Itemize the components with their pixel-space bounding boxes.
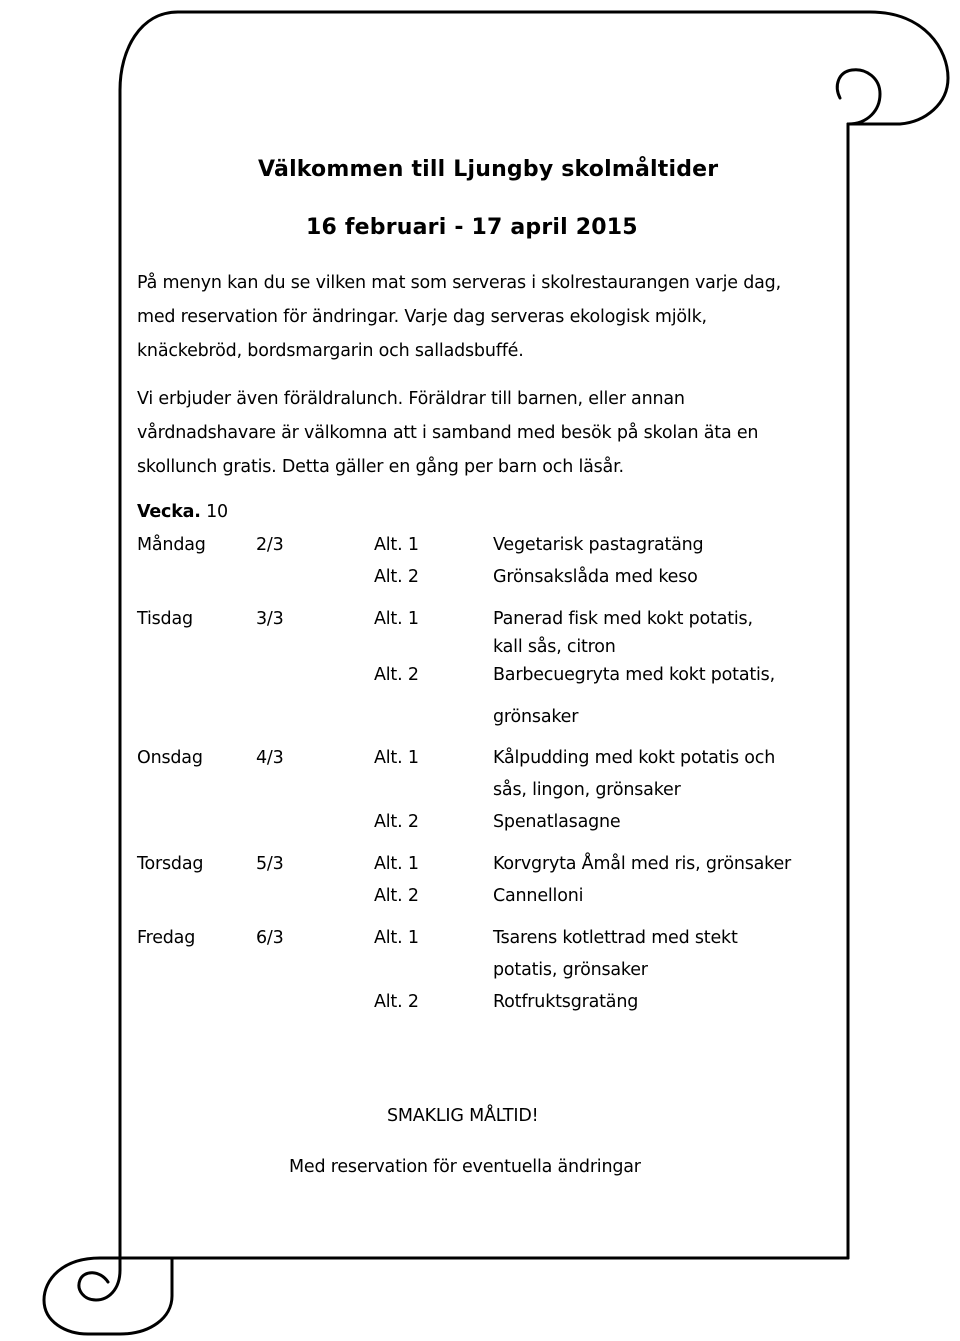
day-date: 3/3 (256, 609, 284, 629)
intro-line-1: På menyn kan du se vilken mat som serveras i skolrestaurangen varje dag, (137, 273, 781, 293)
day-name: Torsdag (137, 854, 204, 874)
dish-text: Tsarens kotlettrad med stekt (493, 928, 738, 948)
parent-lunch-line-3: skollunch gratis. Detta gäller en gång per barn och läsår. (137, 457, 624, 477)
day-name: Onsdag (137, 748, 203, 768)
page-title: Välkommen till Ljungby skolmåltider (258, 157, 719, 182)
scroll-bottom-curl (44, 1258, 848, 1334)
reservation-note: Med reservation för eventuella ändringar (289, 1157, 641, 1177)
scroll-top-roll (837, 70, 880, 124)
dish-text: grönsaker (493, 707, 579, 727)
day-date: 5/3 (256, 854, 284, 874)
dish-text: Spenatlasagne (493, 812, 621, 832)
day-date: 4/3 (256, 748, 284, 768)
dish-text: Kålpudding med kokt potatis och (493, 748, 776, 768)
day-date: 2/3 (256, 535, 284, 555)
alt-label: Alt. 2 (374, 665, 419, 685)
dish-text: Vegetarisk pastagratäng (493, 535, 704, 555)
day-name: Fredag (137, 928, 196, 948)
intro-line-3: knäckebröd, bordsmargarin och salladsbuffé. (137, 341, 524, 361)
dish-text: Korvgryta Åmål med ris, grönsaker (493, 854, 792, 874)
dish-text: Cannelloni (493, 886, 584, 906)
scroll-top-curl (178, 12, 948, 124)
alt-label: Alt. 1 (374, 535, 419, 555)
alt-label: Alt. 2 (374, 812, 419, 832)
dish-text: Rotfruktsgratäng (493, 992, 639, 1012)
dish-text: sås, lingon, grönsaker (493, 780, 681, 800)
date-range: 16 februari - 17 april 2015 (306, 215, 638, 240)
dish-text: Panerad fisk med kokt potatis, (493, 609, 753, 629)
alt-label: Alt. 2 (374, 886, 419, 906)
alt-label: Alt. 2 (374, 567, 419, 587)
day-date: 6/3 (256, 928, 284, 948)
scroll-bottom-roll (79, 1270, 120, 1300)
day-name: Tisdag (137, 609, 193, 629)
week-heading (137, 502, 228, 522)
parent-lunch-line-1: Vi erbjuder även föräldralunch. Föräldrar till barnen, eller annan (137, 389, 685, 409)
alt-label: Alt. 1 (374, 854, 419, 874)
alt-label: Alt. 1 (374, 609, 419, 629)
dish-text: Barbecuegryta med kokt potatis, (493, 665, 775, 685)
scroll-left-edge (120, 12, 178, 1270)
dish-text: kall sås, citron (493, 637, 616, 657)
dish-text: potatis, grönsaker (493, 960, 648, 980)
smaklig-maltid: SMAKLIG MÅLTID! (387, 1106, 539, 1126)
day-name: Måndag (137, 535, 206, 555)
alt-label: Alt. 2 (374, 992, 419, 1012)
week-label: Vecka. (137, 502, 201, 522)
alt-label: Alt. 1 (374, 748, 419, 768)
week-number: 10 (206, 502, 228, 522)
dish-text: Grönsakslåda med keso (493, 567, 698, 587)
alt-label: Alt. 1 (374, 928, 419, 948)
parent-lunch-line-2: vårdnadshavare är välkomna att i samband med besök på skolan äta en (137, 423, 759, 443)
intro-line-2: med reservation för ändringar. Varje dag serveras ekologisk mjölk, (137, 307, 707, 327)
